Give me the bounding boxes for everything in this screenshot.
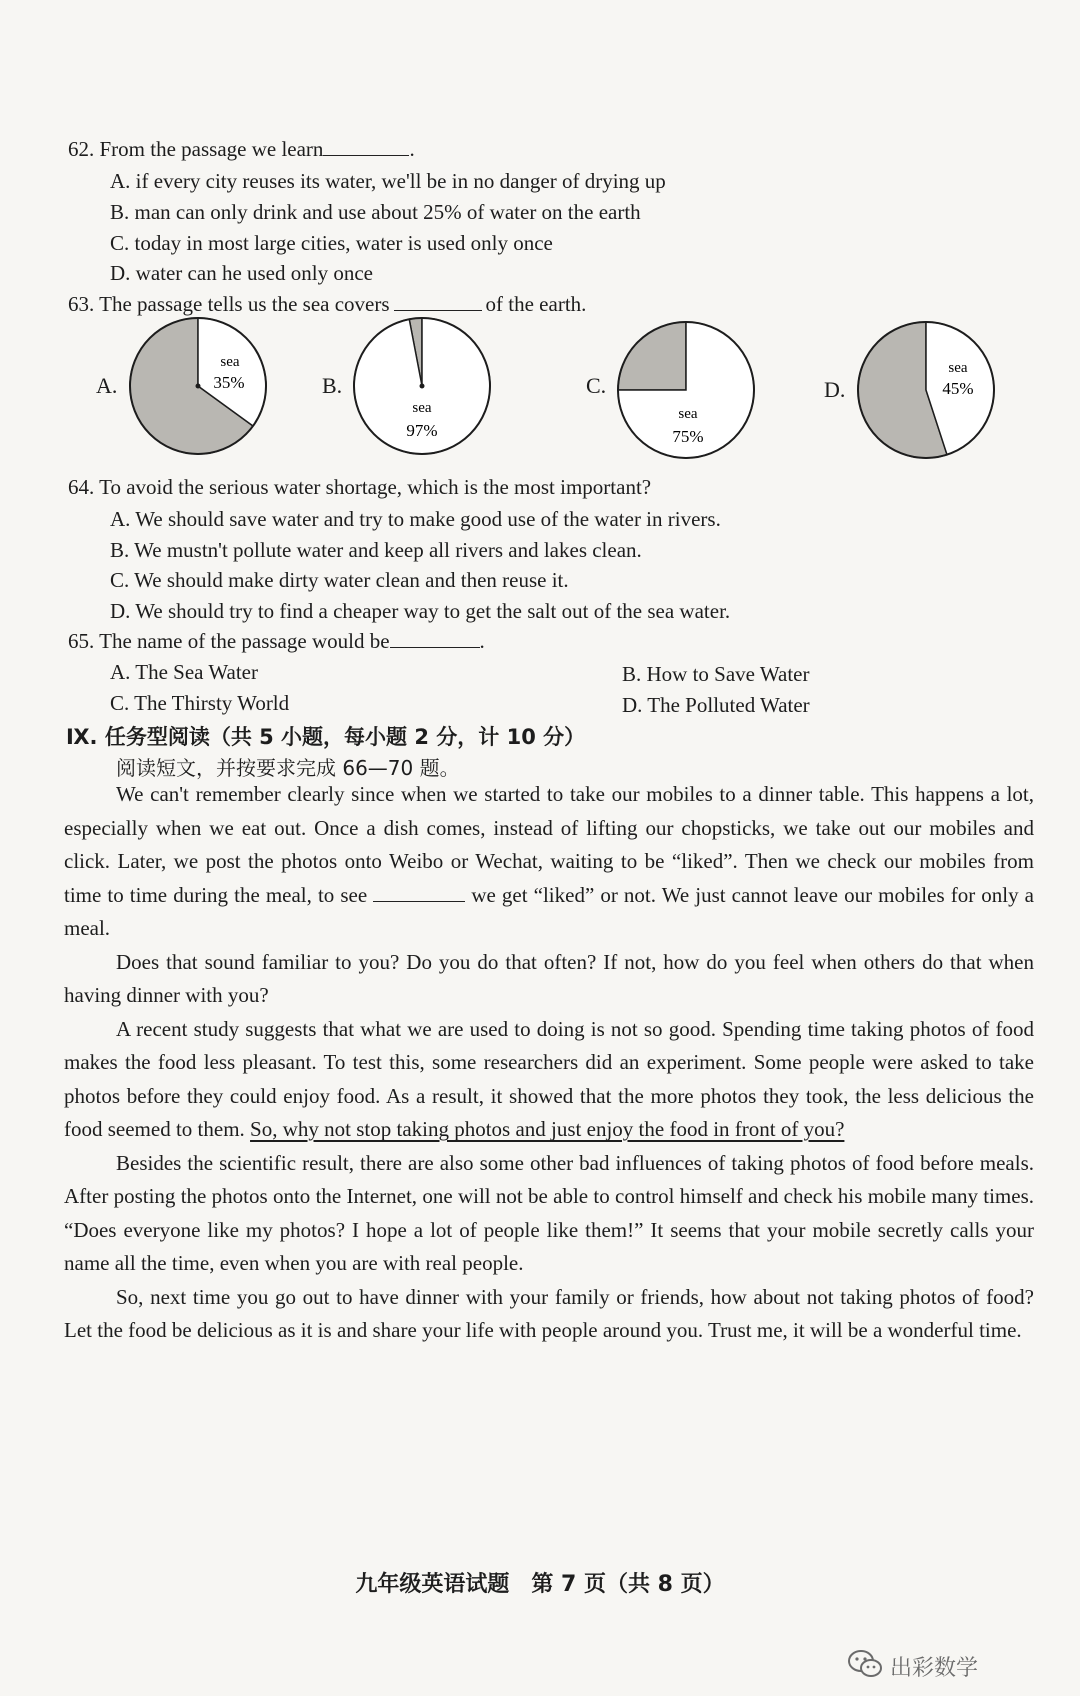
pie-chart-b [350,314,494,458]
q64-option-a: A. We should save water and try to make good use of the water in rivers. [110,507,721,531]
pie-c-percent: 75% [672,427,704,446]
passage-paragraph-2: Does that sound familiar to you? Do you do that often? If not, how do you feel when others do that when having dinner with you? [64,949,1034,1007]
q65-option-d: D. The Polluted Water [622,693,810,717]
watermark-text: 出彩数学 [890,1656,979,1681]
q62-stem-text: 62. From the passage we learn [68,137,324,161]
pie-chart-a [126,314,270,458]
wechat-icon [846,1648,884,1680]
q62-option-c: C. today in most large cities, water is used only once [110,231,553,255]
section-instruction: 阅读短文，并按要求完成 66—70 题。 [116,756,460,780]
section-title: Ⅸ. 任务型阅读（共 5 小题，每小题 2 分，计 10 分） [66,725,586,749]
pie-b-percent: 97% [406,421,438,440]
q62-option-a: A. if every city reuses its water, we'll be in no danger of drying up [110,169,666,193]
q65-stem [68,628,485,654]
reading-passage [64,778,1034,1348]
q63-end: of the earth. [485,292,587,316]
q64-stem: 64. To avoid the serious water shortage, which is the most important? [68,475,652,499]
pie-d-letter: D. [824,377,846,402]
q64-option-b: B. We mustn't pollute water and keep all rivers and lakes clean. [110,538,642,562]
pie-a-letter: A. [96,373,118,398]
q62-option-b: B. man can only drink and use about 25% of water on the earth [110,200,641,224]
q65-option-c: C. The Thirsty World [110,691,290,715]
pie-b-letter: B. [322,373,343,398]
p1-before-text: We can't remember clearly since when we started to take our mobiles to a dinner table. This happens a lot, especially when we eat out. Once a dish comes, instead of lifting our chopsticks, we take out our mobiles and click. Later, we post the photos onto Weibo or Wechat, waiting to be “liked”. Then we check our mobiles from time to time during the meal, to see [64,782,1034,907]
q64-option-c: C. We should make dirty water clean and then reuse it. [110,568,569,592]
passage-paragraph-3 [64,1013,1034,1147]
passage-paragraph-1 [64,778,1034,946]
q64-option-d: D. We should try to find a cheaper way to get the salt out of the sea water. [110,599,731,623]
q63-stem-text: 63. The passage tells us the sea covers [68,292,390,316]
p3-underlined-sentence: So, why not stop taking photos and just enjoy the food in front of you? [250,1117,845,1141]
q62-end: . [409,137,415,161]
pie-a-label: sea [220,354,240,370]
q65-stem-text: 65. The name of the passage would be [68,629,390,653]
passage-blank [373,883,465,902]
pie-chart-d [854,318,998,462]
pie-d-label: sea [948,360,968,376]
q65-option-a: A. The Sea Water [110,660,258,684]
q65-end: . [479,629,485,653]
pie-a-center [196,384,201,389]
passage-paragraph-4: Besides the scientific result, there are also some other bad influences of taking photos of food before meals. After posting the photos onto the Internet, one will not be able to control himself and check his mobile many times. “Does everyone like my photos? I hope a lot of people like them!” It seems that your mobile secretly calls your name all the time, even when you are with real people. [64,1150,1034,1275]
answer-blank [394,292,482,311]
passage-paragraph-5: So, next time you go out to have dinner with your family or friends, how about not taking photos of food? Let the food be delicious as it is and share your life with people around you. Trust me, it will be a wonderful time. [64,1284,1034,1342]
pie-chart-c [614,318,758,462]
answer-blank [390,629,480,648]
page-footer: 九年级英语试题 第 7 页（共 8 页） [355,1572,725,1597]
p1-after-text: we get “liked” or not. We just cannot leave our mobiles for only a meal. [64,882,1034,940]
pie-c-letter: C. [586,373,607,398]
pie-a-percent: 35% [213,373,245,392]
pie-d-percent: 45% [942,379,974,398]
pie-b-center [420,384,425,389]
answer-blank [323,137,409,156]
pie-b-label: sea [412,400,432,416]
p3-before-text: A recent study suggests that what we are used to doing is not so good. Spending time taking photos of food makes the food less pleasant. To test this, some researchers did an experiment. Some people were asked to take photos before they could enjoy food. As a result, it showed that the more photos they took, the less delicious the food seemed to them. [64,1016,1034,1141]
q62-option-d: D. water can he used only once [110,261,373,285]
pie-c-label: sea [678,406,698,422]
q65-option-b: B. How to Save Water [622,662,810,686]
q62-stem [68,136,415,162]
